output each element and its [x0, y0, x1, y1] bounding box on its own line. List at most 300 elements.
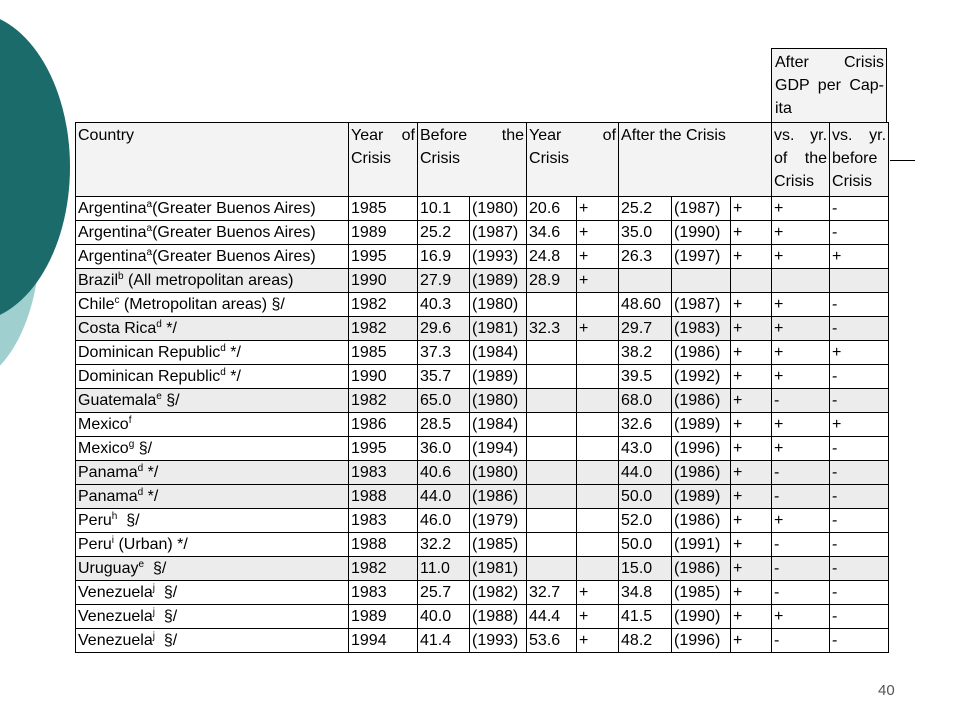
cell-after-year: (1989) [672, 485, 731, 509]
table-row [76, 221, 889, 245]
cell-country [76, 197, 349, 221]
cell-during-value: 20.6 [527, 197, 577, 221]
cell-year: 1990 [349, 365, 418, 389]
cell-before-value: 40.3 [418, 293, 470, 317]
country-name: Mexico [78, 415, 129, 433]
cell-before-value: 32.2 [418, 533, 470, 557]
cell-country [76, 485, 349, 509]
cell-during-sign [577, 557, 619, 581]
cell-before-year: (1980) [470, 389, 527, 413]
table-row [76, 461, 889, 485]
slide-number: 40 [878, 682, 895, 699]
cell-year: 1995 [349, 245, 418, 269]
cell-vs-year-of-crisis: + [772, 605, 830, 629]
cell-during-sign [577, 437, 619, 461]
cell-vs-year-of-crisis: - [772, 557, 830, 581]
table-row [76, 485, 889, 509]
poverty-crisis-table [75, 122, 889, 653]
cell-after-value: 15.0 [619, 557, 672, 581]
country-name: Argentina [78, 223, 147, 241]
cell-after-value [619, 269, 672, 293]
cell-during-value: 34.6 [527, 221, 577, 245]
cell-vs-year-of-crisis: + [772, 413, 830, 437]
table-row [76, 245, 889, 269]
cell-country [76, 413, 349, 437]
header-vs-before-line-1: vs. yr. [832, 127, 887, 144]
cell-after-sign: + [731, 581, 772, 605]
country-note: §/ [117, 511, 140, 529]
cell-vs-year-of-crisis: - [772, 629, 830, 653]
cell-after-year: (1990) [672, 605, 731, 629]
cell-during-value: 44.4 [527, 605, 577, 629]
header-before-line-1: Before the [420, 127, 525, 144]
footnote-marker: e [156, 390, 162, 402]
footnote-marker: d [137, 462, 144, 474]
cell-after-year: (1986) [672, 509, 731, 533]
cell-country [76, 629, 349, 653]
gdp-header-line-1: After Crisis [775, 54, 884, 71]
cell-vs-year-of-crisis: + [772, 317, 830, 341]
country-note: §/ [161, 391, 180, 409]
cell-after-value: 34.8 [619, 581, 672, 605]
cell-after-year: (1997) [672, 245, 731, 269]
cell-vs-year-before: - [830, 557, 889, 581]
cell-vs-year-before [830, 269, 889, 293]
cell-vs-year-before: + [830, 413, 889, 437]
cell-after-sign: + [731, 629, 772, 653]
cell-after-value: 43.0 [619, 437, 672, 461]
cell-year: 1990 [349, 269, 418, 293]
cell-year: 1983 [349, 581, 418, 605]
cell-after-value: 26.3 [619, 245, 672, 269]
cell-after-value: 44.0 [619, 461, 672, 485]
footnote-marker: a [146, 198, 153, 210]
country-note: */ [225, 367, 241, 385]
cell-country [76, 317, 349, 341]
cell-during-sign: + [577, 269, 619, 293]
cell-vs-year-before: - [830, 293, 889, 317]
cell-after-value: 50.0 [619, 533, 672, 557]
cell-year: 1982 [349, 389, 418, 413]
cell-vs-year-before: - [830, 581, 889, 605]
cell-after-sign: + [731, 245, 772, 269]
cell-after-year: (1992) [672, 365, 731, 389]
gdp-header-line-2: GDP per Cap- [775, 77, 884, 94]
cell-after-year: (1991) [672, 533, 731, 557]
cell-after-sign: + [731, 533, 772, 557]
footnote-marker: j [152, 582, 155, 594]
cell-year: 1994 [349, 629, 418, 653]
cell-year: 1988 [349, 533, 418, 557]
cell-during-value: 32.3 [527, 317, 577, 341]
footnote-marker: h [111, 510, 118, 522]
header-before-crisis [418, 123, 527, 197]
cell-before-value: 35.7 [418, 365, 470, 389]
header-after-crisis: After the Crisis [619, 123, 772, 197]
cell-during-value: 28.9 [527, 269, 577, 293]
cell-before-value: 44.0 [418, 485, 470, 509]
country-name: Argentina [78, 247, 147, 265]
cell-before-year: (1984) [470, 341, 527, 365]
country-name: Mexico [78, 439, 129, 457]
country-name: Venezuela [78, 583, 153, 601]
cell-before-value: 46.0 [418, 509, 470, 533]
cell-country [76, 557, 349, 581]
cell-after-sign: + [731, 509, 772, 533]
cell-during-sign: + [577, 629, 619, 653]
table-row [76, 557, 889, 581]
country-name: Chile [78, 295, 115, 313]
header-vs-of-line-2: of the [774, 150, 828, 167]
cell-during-value [527, 557, 577, 581]
cell-after-value: 25.2 [619, 197, 672, 221]
cell-before-value: 28.5 [418, 413, 470, 437]
country-name: Venezuela [78, 631, 153, 649]
cell-after-value: 35.0 [619, 221, 672, 245]
cell-country [76, 533, 349, 557]
country-name: Peru [78, 511, 112, 529]
cell-during-sign [577, 413, 619, 437]
cell-during-value [527, 533, 577, 557]
cell-before-value: 27.9 [418, 269, 470, 293]
cell-year: 1986 [349, 413, 418, 437]
cell-country [76, 605, 349, 629]
footnote-marker: j [152, 606, 155, 618]
gdp-header-line-3: ita [775, 100, 792, 117]
cell-after-year: (1987) [672, 197, 731, 221]
footnote-marker: d [220, 366, 226, 378]
cell-before-value: 25.7 [418, 581, 470, 605]
cell-after-sign: + [731, 293, 772, 317]
cell-country [76, 389, 349, 413]
cell-before-year: (1986) [470, 485, 527, 509]
cell-year: 1983 [349, 461, 418, 485]
cell-during-value [527, 413, 577, 437]
cell-vs-year-of-crisis: + [772, 365, 830, 389]
header-vs-year-of-crisis [772, 123, 830, 197]
cell-year: 1982 [349, 293, 418, 317]
cell-after-value: 48.60 [619, 293, 672, 317]
cell-before-year: (1981) [470, 557, 527, 581]
cell-year: 1985 [349, 341, 418, 365]
cell-after-sign: + [731, 485, 772, 509]
country-note: (Greater Buenos Aires) [152, 199, 316, 217]
cell-year: 1982 [349, 317, 418, 341]
cell-after-value: 41.5 [619, 605, 672, 629]
cell-before-year: (1994) [470, 437, 527, 461]
cell-before-year: (1989) [470, 365, 527, 389]
cell-during-sign [577, 461, 619, 485]
cell-after-year: (1983) [672, 317, 731, 341]
cell-during-value [527, 509, 577, 533]
table-row [76, 533, 889, 557]
header-vs-year-before-crisis [830, 123, 889, 197]
cell-after-value: 68.0 [619, 389, 672, 413]
cell-during-sign [577, 533, 619, 557]
header-vs-before-line-3: Crisis [832, 173, 873, 190]
cell-during-sign [577, 365, 619, 389]
cell-after-sign [731, 269, 772, 293]
cell-country [76, 293, 349, 317]
footnote-marker: d [156, 318, 162, 330]
cell-before-year: (1984) [470, 413, 527, 437]
country-name: Brazil [78, 271, 119, 289]
cell-year: 1989 [349, 221, 418, 245]
cell-during-value: 24.8 [527, 245, 577, 269]
table-row [76, 509, 889, 533]
cell-vs-year-of-crisis: + [772, 509, 830, 533]
cell-vs-year-before: - [830, 605, 889, 629]
cell-during-sign: + [577, 245, 619, 269]
country-note: §/ [154, 631, 178, 649]
cell-before-year: (1989) [470, 269, 527, 293]
cell-during-sign: + [577, 581, 619, 605]
table-row [76, 437, 889, 461]
header-country: Country [76, 123, 349, 197]
country-name: Venezuela [78, 607, 153, 625]
cell-vs-year-of-crisis: + [772, 245, 830, 269]
country-name: Argentina [78, 199, 147, 217]
table-row [76, 365, 889, 389]
header-vs-before-line-2: before [832, 150, 878, 167]
cell-vs-year-of-crisis [772, 269, 830, 293]
header-year-of-crisis-line-2: Crisis [351, 150, 391, 167]
header-year-of-crisis-values [527, 123, 619, 197]
cell-year: 1982 [349, 557, 418, 581]
gdp-per-capita-header [771, 48, 887, 122]
table-row [76, 629, 889, 653]
cell-after-value: 32.6 [619, 413, 672, 437]
country-note: */ [161, 319, 177, 337]
cell-vs-year-of-crisis: + [772, 437, 830, 461]
cell-after-value: 52.0 [619, 509, 672, 533]
cell-vs-year-before: - [830, 437, 889, 461]
table-row [76, 605, 889, 629]
footnote-marker: b [118, 270, 124, 282]
cell-vs-year-before: - [830, 509, 889, 533]
decorative-teal-circle [0, 12, 70, 322]
header-during-line-2: Crisis [529, 150, 570, 167]
cell-after-year: (1996) [672, 629, 731, 653]
cell-before-value: 11.0 [418, 557, 470, 581]
cell-country [76, 581, 349, 605]
cell-country [76, 437, 349, 461]
cell-during-value [527, 461, 577, 485]
cell-before-year: (1980) [470, 461, 527, 485]
cell-after-sign: + [731, 605, 772, 629]
cell-during-value [527, 437, 577, 461]
country-name: Peru [78, 535, 112, 553]
cell-after-sign: + [731, 317, 772, 341]
footnote-marker: g [128, 438, 135, 450]
cell-during-value [527, 341, 577, 365]
cell-after-year: (1990) [672, 221, 731, 245]
cell-after-value: 50.0 [619, 485, 672, 509]
table-row [76, 197, 889, 221]
cell-vs-year-before: - [830, 533, 889, 557]
cell-vs-year-before: - [830, 389, 889, 413]
header-vs-of-line-3: Crisis [774, 173, 815, 190]
cell-after-year [672, 269, 731, 293]
cell-after-year: (1986) [672, 461, 731, 485]
cell-after-value: 39.5 [619, 365, 672, 389]
cell-after-sign: + [731, 341, 772, 365]
country-note: (Urban) */ [114, 535, 188, 553]
cell-during-sign [577, 341, 619, 365]
cell-during-value: 53.6 [527, 629, 577, 653]
cell-during-value [527, 293, 577, 317]
cell-vs-year-before: - [830, 221, 889, 245]
country-note: §/ [144, 559, 167, 577]
cell-vs-year-of-crisis: - [772, 581, 830, 605]
cell-after-sign: + [731, 413, 772, 437]
cell-before-year: (1982) [470, 581, 527, 605]
header-during-line-1: Year of [529, 127, 617, 144]
country-name: Costa Rica [78, 319, 157, 337]
table-row [76, 413, 889, 437]
cell-country [76, 341, 349, 365]
cell-vs-year-of-crisis: + [772, 197, 830, 221]
table-row [76, 581, 889, 605]
cell-after-year: (1985) [672, 581, 731, 605]
cell-after-value: 38.2 [619, 341, 672, 365]
cell-during-value [527, 485, 577, 509]
country-name: Panama [78, 487, 138, 505]
cell-country [76, 245, 349, 269]
cell-during-sign [577, 509, 619, 533]
cell-before-year: (1980) [470, 197, 527, 221]
cell-before-value: 40.6 [418, 461, 470, 485]
country-name: Uruguay [78, 559, 139, 577]
cell-country [76, 509, 349, 533]
cell-year: 1989 [349, 605, 418, 629]
cell-vs-year-before: + [830, 245, 889, 269]
country-name: Dominican Republic [78, 343, 221, 361]
cell-before-value: 16.9 [418, 245, 470, 269]
cell-during-sign: + [577, 605, 619, 629]
table-row [76, 317, 889, 341]
country-note: §/ [154, 607, 178, 625]
footnote-marker: d [137, 486, 144, 498]
cell-before-value: 36.0 [418, 437, 470, 461]
cell-vs-year-of-crisis: - [772, 533, 830, 557]
cell-before-year: (1988) [470, 605, 527, 629]
cell-vs-year-before: - [830, 629, 889, 653]
cell-before-year: (1985) [470, 533, 527, 557]
country-note: §/ [154, 583, 178, 601]
cell-vs-year-of-crisis: - [772, 485, 830, 509]
decorative-line [890, 160, 915, 161]
footnote-marker: f [128, 414, 132, 426]
cell-year: 1985 [349, 197, 418, 221]
cell-year: 1983 [349, 509, 418, 533]
footnote-marker: a [146, 222, 153, 234]
cell-during-value: 32.7 [527, 581, 577, 605]
cell-vs-year-before: - [830, 461, 889, 485]
cell-vs-year-of-crisis: - [772, 389, 830, 413]
table-row [76, 389, 889, 413]
country-name: Panama [78, 463, 138, 481]
cell-during-sign [577, 293, 619, 317]
footnote-marker: c [114, 294, 120, 306]
cell-after-value: 48.2 [619, 629, 672, 653]
cell-before-value: 29.6 [418, 317, 470, 341]
cell-after-year: (1986) [672, 341, 731, 365]
cell-before-value: 37.3 [418, 341, 470, 365]
cell-during-value [527, 365, 577, 389]
footnote-marker: a [146, 246, 153, 258]
cell-country [76, 269, 349, 293]
table-row [76, 293, 889, 317]
cell-vs-year-of-crisis: + [772, 293, 830, 317]
country-name: Guatemala [78, 391, 157, 409]
cell-vs-year-before: - [830, 317, 889, 341]
table-row [76, 269, 889, 293]
cell-after-year: (1987) [672, 293, 731, 317]
cell-before-year: (1987) [470, 221, 527, 245]
cell-country [76, 461, 349, 485]
footnote-marker: i [111, 534, 115, 546]
cell-before-year: (1993) [470, 629, 527, 653]
cell-after-value: 29.7 [619, 317, 672, 341]
footnote-marker: e [138, 558, 145, 570]
country-note: (Greater Buenos Aires) [152, 247, 316, 265]
cell-during-sign: + [577, 221, 619, 245]
country-note: */ [143, 463, 159, 481]
cell-year: 1995 [349, 437, 418, 461]
country-note: */ [225, 343, 241, 361]
cell-vs-year-before: + [830, 341, 889, 365]
header-vs-of-line-1: vs. yr. [774, 127, 828, 144]
cell-after-year: (1989) [672, 413, 731, 437]
cell-vs-year-of-crisis: + [772, 341, 830, 365]
cell-after-sign: + [731, 365, 772, 389]
cell-before-year: (1980) [470, 293, 527, 317]
country-note: (All metropolitan areas) [123, 271, 294, 289]
cell-during-sign: + [577, 317, 619, 341]
cell-during-sign [577, 389, 619, 413]
cell-before-value: 25.2 [418, 221, 470, 245]
table-header-row [76, 123, 889, 197]
cell-after-year: (1986) [672, 557, 731, 581]
cell-after-sign: + [731, 461, 772, 485]
cell-after-sign: + [731, 221, 772, 245]
cell-vs-year-of-crisis: + [772, 221, 830, 245]
cell-vs-year-before: - [830, 365, 889, 389]
header-before-line-2: Crisis [420, 150, 460, 167]
country-name: Dominican Republic [78, 367, 221, 385]
cell-before-value: 10.1 [418, 197, 470, 221]
cell-after-sign: + [731, 557, 772, 581]
country-note: (Metropolitan areas) §/ [119, 295, 285, 313]
cell-country [76, 365, 349, 389]
cell-before-year: (1979) [470, 509, 527, 533]
footnote-marker: j [152, 630, 155, 642]
cell-after-year: (1986) [672, 389, 731, 413]
cell-country [76, 221, 349, 245]
cell-vs-year-of-crisis: - [772, 461, 830, 485]
cell-during-sign [577, 485, 619, 509]
country-note: §/ [134, 439, 153, 457]
table-row [76, 341, 889, 365]
cell-before-value: 41.4 [418, 629, 470, 653]
cell-vs-year-before: - [830, 485, 889, 509]
cell-vs-year-before: - [830, 197, 889, 221]
cell-before-value: 65.0 [418, 389, 470, 413]
cell-during-value [527, 389, 577, 413]
cell-before-year: (1981) [470, 317, 527, 341]
cell-after-sign: + [731, 389, 772, 413]
